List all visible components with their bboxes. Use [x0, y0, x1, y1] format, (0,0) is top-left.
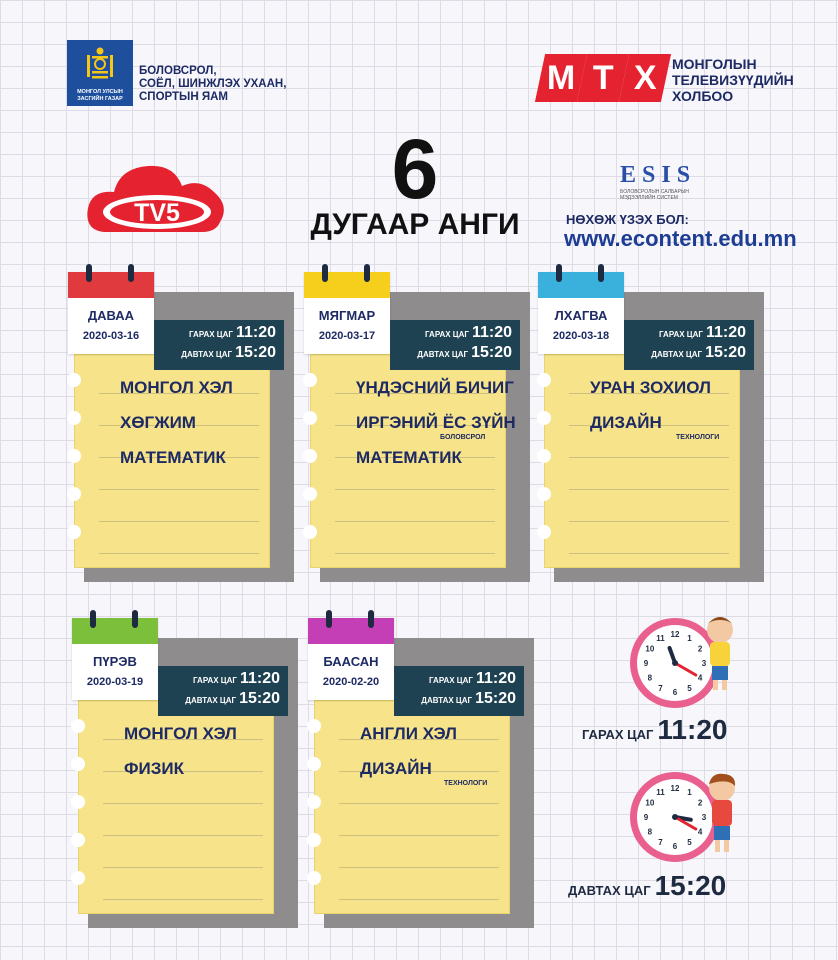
day-date: 2020-02-20 [322, 676, 380, 688]
calendar-tab [538, 272, 624, 354]
subject-item: ФИЗИК [124, 759, 184, 778]
clock-numeral: 11 [656, 633, 665, 643]
boy-character-icon [698, 770, 744, 856]
day-name: МЯГМАР [318, 308, 376, 323]
soyombo-emblem-icon [84, 46, 116, 82]
binder-ring-icon [322, 264, 328, 282]
air-time-value: 11:20 [239, 670, 280, 687]
binder-ring-icon [86, 264, 92, 282]
subject-item: МАТЕМАТИК [120, 448, 226, 467]
clock-numeral: 2 [697, 644, 703, 654]
watch-label: НӨХӨЖ ҮЗЭХ БОЛ: [566, 212, 689, 227]
time-box [390, 320, 520, 370]
rerun-time-label: ДАВТАХ ЦАГ 15:20 [568, 870, 727, 901]
clock-numeral: 3 [701, 813, 707, 822]
esis-subtitle: БОЛОВСРОЛЫН САЛБАРЫН МЭДЭЭЛЛИЙН СИСТЕМ [620, 189, 689, 201]
ministry-name: БОЛОВСРОЛ, СОЁЛ, ШИНЖЛЭХ УХААН, СПОРТЫН ЯАМ [139, 65, 287, 103]
clock-numeral: 5 [687, 838, 692, 848]
rerun-time-value: 15:20 [471, 344, 512, 361]
air-time-label: ГАРАХ ЦАГ [193, 676, 237, 685]
air-time-label: ГАРАХ ЦАГ [659, 330, 703, 339]
subject-item: ҮНДЭСНИЙ БИЧИГ [356, 378, 514, 397]
rerun-time-value: 15:20 [235, 344, 276, 361]
subject-item: УРАН ЗОХИОЛ [590, 378, 711, 397]
subject-item: МОНГОЛ ХЭЛ [120, 378, 233, 397]
clock-numeral: 10 [645, 644, 655, 654]
rerun-time-label: ДАВТАХ ЦАГ [185, 696, 237, 705]
binder-ring-icon [132, 610, 138, 628]
watch-url-link[interactable]: www.econtent.edu.mn [564, 226, 797, 251]
clock-numeral: 6 [672, 842, 678, 851]
time-box [158, 666, 288, 716]
air-time-value: 11:20 [475, 670, 516, 687]
rerun-time-label: ДАВТАХ ЦАГ [421, 696, 473, 705]
rerun-time-label: ДАВТАХ ЦАГ [417, 350, 469, 359]
mtx-letter-x: Х [619, 54, 671, 102]
subject-item: МАТЕМАТИК [356, 448, 462, 467]
girl-character-icon [696, 612, 746, 692]
binder-ring-icon [128, 264, 134, 282]
subject-item: ДИЗАЙН [360, 759, 432, 778]
calendar-tab [68, 272, 154, 354]
subject-note: ТЕХНОЛОГИ [676, 434, 720, 441]
rerun-time-label: ДАВТАХ ЦАГ [651, 350, 703, 359]
day-name: ДАВАА [87, 308, 135, 323]
cloud-icon [82, 150, 232, 245]
calendar-header [538, 272, 624, 298]
binder-ring-icon [364, 264, 370, 282]
time-box [154, 320, 284, 370]
air-time-label: ГАРАХ ЦАГ 11:20 [582, 714, 728, 745]
clock-numeral: 7 [658, 684, 663, 694]
clock-numeral: 11 [656, 787, 665, 797]
time-box [624, 320, 754, 370]
subject-item: АНГЛИ ХЭЛ [360, 724, 457, 743]
clock-numeral: 4 [697, 827, 703, 837]
subject-note: БОЛОВСРОЛ [440, 434, 486, 441]
subject-item: ДИЗАЙН [590, 413, 662, 432]
calendar-tab [304, 272, 390, 354]
clock-numeral: 12 [670, 784, 680, 793]
clock-numeral: 4 [697, 673, 703, 683]
air-time-value: 11:20 [471, 324, 512, 341]
clock-center [672, 814, 678, 820]
clock-numeral: 1 [687, 787, 692, 797]
air-time-value: 11:20 [235, 324, 276, 341]
grade-label: ДУГААР АНГИ [310, 208, 520, 241]
day-date: 2020-03-19 [86, 676, 144, 688]
mtx-letter-m: М [535, 54, 587, 102]
binder-ring-icon [556, 264, 562, 282]
clock-numeral: 5 [687, 684, 692, 694]
day-date: 2020-03-16 [82, 330, 140, 342]
esis-logo-text: ESIS [620, 162, 697, 188]
clock-numeral: 7 [658, 838, 663, 848]
rerun-time-label: ДАВТАХ ЦАГ [181, 350, 233, 359]
air-time-label: ГАРАХ ЦАГ [425, 330, 469, 339]
day-name: БААСАН [323, 654, 379, 669]
subject-item: ХӨГЖИМ [120, 413, 196, 432]
clock-numeral: 9 [643, 813, 649, 822]
clock-numeral: 8 [647, 827, 653, 837]
day-date: 2020-03-18 [552, 330, 610, 342]
clock-numeral: 2 [697, 798, 703, 808]
grade-number: 6 [391, 122, 439, 216]
esis-logo [620, 162, 710, 201]
mtx-name: МОНГОЛЫН ТЕЛЕВИЗҮҮДИЙН ХОЛБОО [672, 56, 794, 104]
air-time-label: ГАРАХ ЦАГ [189, 330, 233, 339]
ministry-logo [67, 40, 133, 106]
clock-numeral: 10 [645, 798, 655, 808]
minute-hand [675, 663, 696, 675]
clock-numeral: 1 [687, 633, 692, 643]
clock-numeral: 3 [701, 659, 707, 668]
mtx-logo [540, 54, 666, 102]
calendar-tab [72, 618, 158, 700]
binder-ring-icon [326, 610, 332, 628]
calendar-tab [308, 618, 394, 700]
calendar-header [72, 618, 158, 644]
subject-item: МОНГОЛ ХЭЛ [124, 724, 237, 743]
air-time-value: 11:20 [705, 324, 746, 341]
day-name: ПҮРЭВ [93, 654, 137, 669]
day-date: 2020-03-17 [318, 330, 376, 342]
clock-numeral: 9 [643, 659, 649, 668]
mtx-letter-t: Т [577, 54, 629, 102]
tv5-logo-text: TV5 [134, 199, 180, 227]
clock-numeral: 6 [672, 688, 678, 697]
calendar-header [68, 272, 154, 298]
binder-ring-icon [368, 610, 374, 628]
binder-ring-icon [90, 610, 96, 628]
rerun-time-value: 15:20 [705, 344, 746, 361]
air-time-label: ГАРАХ ЦАГ [429, 676, 473, 685]
subject-note: ТЕХНОЛОГИ [444, 780, 488, 787]
ministry-logo-caption: МОНГОЛ УЛСЫН ЗАСГИЙН ГАЗАР [77, 89, 123, 102]
calendar-header [308, 618, 394, 644]
rerun-time-value: 15:20 [239, 690, 280, 707]
clock-numeral: 8 [647, 673, 653, 683]
day-name: ЛХАГВА [554, 308, 608, 323]
calendar-header [304, 272, 390, 298]
tv5-logo [82, 150, 232, 245]
subject-item: ИРГЭНИЙ ЁС ЗҮЙН [356, 413, 516, 432]
rerun-time-value: 15:20 [475, 690, 516, 707]
binder-ring-icon [598, 264, 604, 282]
clock-center [672, 660, 678, 666]
clock-numeral: 12 [670, 630, 680, 639]
time-box [394, 666, 524, 716]
